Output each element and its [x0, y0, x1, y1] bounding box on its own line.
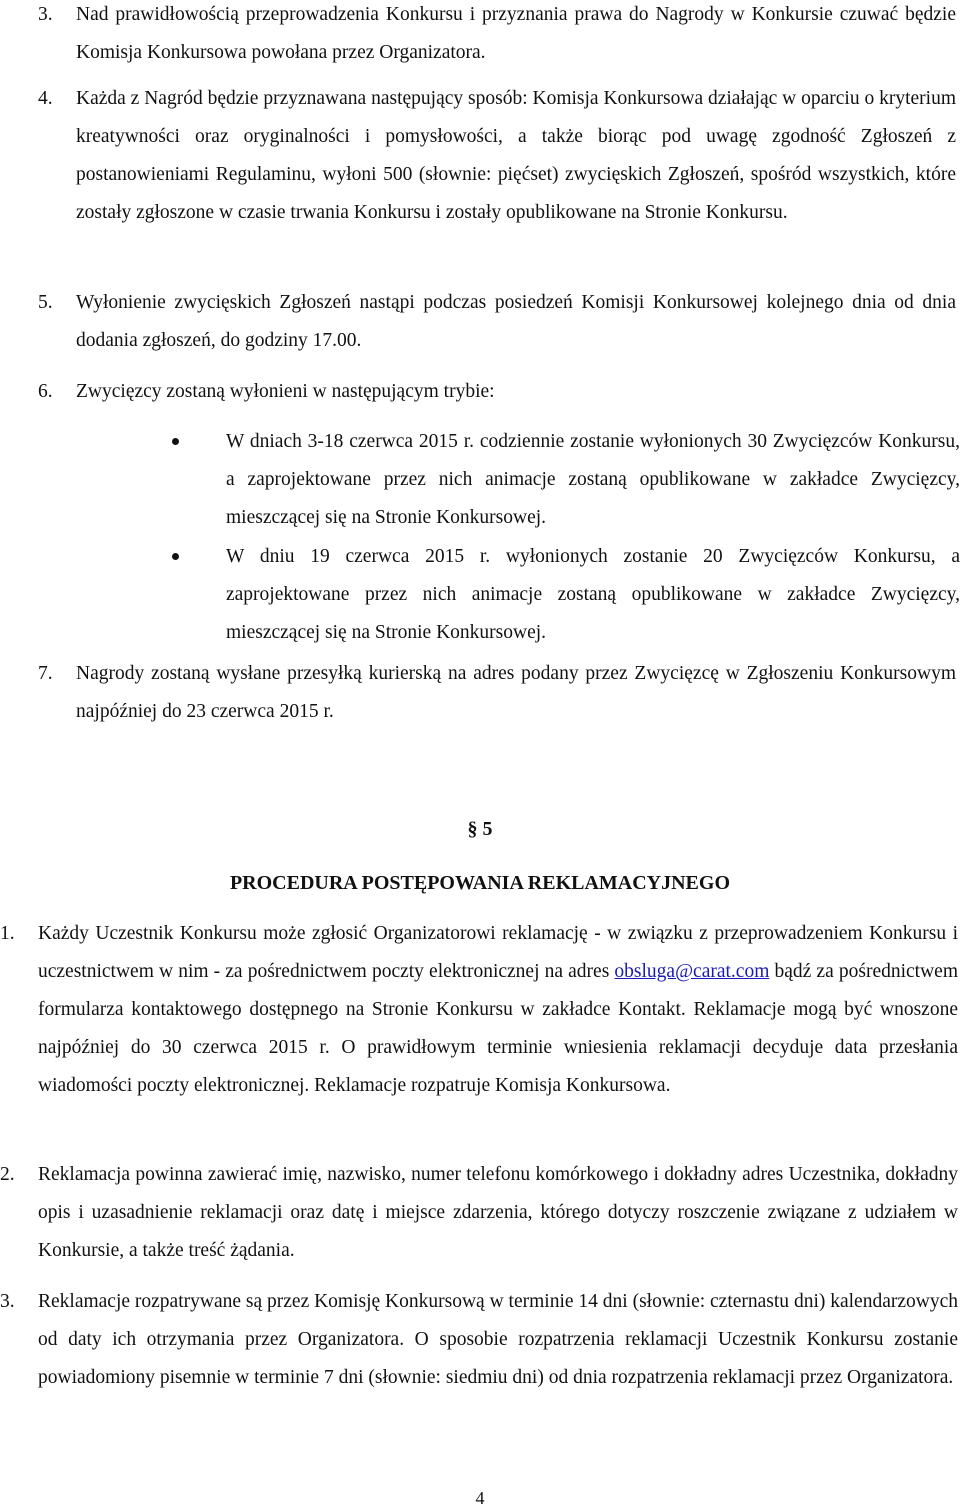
email-link[interactable]: obsluga@carat.com: [614, 961, 770, 982]
item-number: 4.: [38, 88, 53, 109]
text-after-link: bądź za pośrednictwem formularza kontaktowego dostępnego na Stronie Konkursu w zakładce Kontakt. Reklamacje mogą być wnoszone najpóźniej do 30 czerwca 2015 r. O prawidłowym terminie wniesienia reklamacji decyduje data przesłania wiadomości poczty elektronicznej. Reklamacje rozpatruje Komisja Konkursowa.: [38, 961, 958, 1096]
page-number: 4: [475, 1488, 485, 1508]
item-text: Nagrody zostaną wysłane przesyłką kurierską na adres podany przez Zwycięzcę w Zgłoszeniu Konkursowym najpóźniej do 23 czerwca 2015 r.: [76, 663, 956, 722]
section-title: PROCEDURA POSTĘPOWANIA REKLAMACYJNEGO: [229, 872, 731, 894]
item-number: 5.: [38, 292, 53, 313]
item-number: 1.: [0, 923, 15, 944]
item-text: Reklamacja powinna zawierać imię, nazwisko, numer telefonu komórkowego i dokładny adres Uczestnika, dokładny opis i uzasadnienie reklamacji oraz datę i miejsce zdarzenia, którego dotyczy roszczenie związane z udziałem w Konkursie, a także treść żądania.: [38, 1164, 958, 1261]
bullet-dot: [172, 553, 179, 560]
item-text: Zwycięzcy zostaną wyłonieni w następującym trybie:: [76, 381, 495, 402]
item-text: Wyłonienie zwycięskich Zgłoszeń nastąpi podczas posiedzeń Komisji Konkursowej kolejnego dnia od dnia dodania zgłoszeń, do godziny 17.00.: [76, 292, 956, 351]
item-number: 3.: [38, 4, 53, 25]
item-number: 3.: [0, 1291, 15, 1312]
section-number: § 5: [467, 818, 493, 840]
text-before-link: Każdy Uczestnik Konkursu może zgłosić Organizatorowi reklamację - w związku z przeprowadzeniem Konkursu i uczestnictwem w nim - za pośrednictwem poczty elektronicznej na adres: [38, 923, 958, 982]
bullet-dot: [172, 438, 179, 445]
item-text: Każda z Nagród będzie przyznawana następujący sposób: Komisja Konkursowa działając w oparciu o kryterium kreatywności oraz oryginalności i pomysłowości, a także biorąc pod uwagę zgodność Zgłoszeń z postanowieniami Regulaminu, wyłoni 500 (słownie: pięćset) zwycięskich Zgłoszeń, spośród wszystkich, które zostały zgłoszone w czasie trwania Konkursu i zostały opublikowane na Stronie Konkursu.: [76, 88, 956, 223]
item-number: 6.: [38, 381, 53, 402]
item-text: Nad prawidłowością przeprowadzenia Konkursu i przyznania prawa do Nagrody w Konkursie czuwać będzie Komisja Konkursowa powołana przez Organizatora.: [76, 4, 956, 63]
item-text: [38, 915, 958, 1105]
item-number: 2.: [0, 1164, 15, 1185]
item-text: Reklamacje rozpatrywane są przez Komisję Konkursową w terminie 14 dni (słownie: czternastu dni) kalendarzowych od daty ich otrzymania przez Organizatora. O sposobie rozpatrzenia reklamacji Uczestnik Konkursu zostanie powiadomiony pisemnie w terminie 7 dni (słownie: siedmiu dni) od dnia rozpatrzenia reklamacji przez Organizatora.: [38, 1291, 958, 1388]
item-number: 7.: [38, 663, 53, 684]
bullet-text: W dniu 19 czerwca 2015 r. wyłonionych zostanie 20 Zwycięzców Konkursu, a zaprojektowane przez nich animacje zostaną opublikowane w zakładce Zwycięzcy, mieszczącej się na Stronie Konkursowej.: [226, 546, 960, 643]
bullet-text: W dniach 3-18 czerwca 2015 r. codziennie zostanie wyłonionych 30 Zwycięzców Konkursu, a zaprojektowane przez nich animacje zostaną opublikowane w zakładce Zwycięzcy, mieszczącej się na Stronie Konkursowej.: [226, 431, 960, 528]
